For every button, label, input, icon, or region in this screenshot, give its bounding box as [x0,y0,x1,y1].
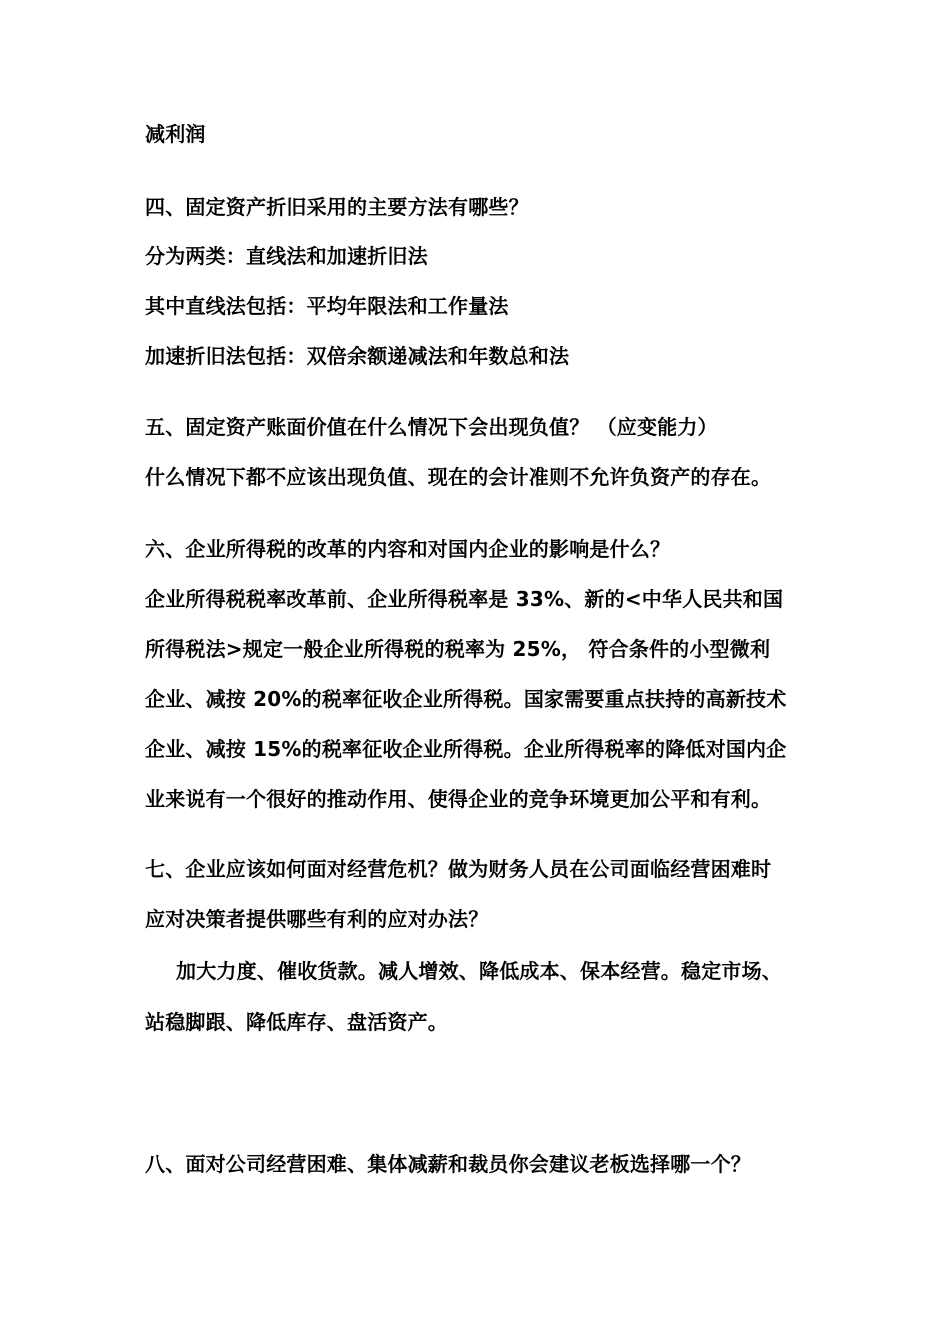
answer-6-line-5: 业来说有一个很好的推动作用、使得企业的竞争环境更加公平和有利。 [145,787,772,811]
answer-4-line-2: 其中直线法包括：平均年限法和工作量法 [145,294,509,318]
answer-6-line-4: 企业、减按 15%的税率征收企业所得税。企业所得税率的降低对国内企 [145,737,787,761]
answer-4-line-3: 加速折旧法包括：双倍余额递减法和年数总和法 [145,344,570,368]
answer-6-line-1: 企业所得税税率改革前、企业所得税率是 33%、新的<中华人民共和国 [145,587,784,611]
answer-6-line-2: 所得税法>规定一般企业所得税的税率为 25%， 符合条件的小型微利 [145,637,771,661]
answer-4-line-1: 分为两类：直线法和加速折旧法 [145,244,428,268]
question-6-heading: 六、企业所得税的改革的内容和对国内企业的影响是什么？ [145,537,671,561]
text-line-continuation: 减利润 [145,122,206,146]
answer-7-line-2: 站稳脚跟、降低库存、盘活资产。 [145,1010,448,1034]
question-5-heading: 五、固定资产账面价值在什么情况下会出现负值？ （应变能力） [145,415,718,439]
question-4-heading: 四、固定资产折旧采用的主要方法有哪些？ [145,195,529,219]
question-7-heading-line-1: 七、企业应该如何面对经营危机？做为财务人员在公司面临经营困难时 [145,857,772,881]
question-8-heading: 八、面对公司经营困难、集体减薪和裁员你会建议老板选择哪一个？ [145,1152,751,1176]
question-7-heading-line-2: 应对决策者提供哪些有利的应对办法？ [145,907,489,931]
answer-7-line-1: 加大力度、催收货款。减人增效、降低成本、保本经营。稳定市场、 [176,959,782,983]
answer-6-line-3: 企业、减按 20%的税率征收企业所得税。国家需要重点扶持的高新技术 [145,687,787,711]
answer-5-line-1: 什么情况下都不应该出现负值、现在的会计准则不允许负资产的存在。 [145,465,772,489]
